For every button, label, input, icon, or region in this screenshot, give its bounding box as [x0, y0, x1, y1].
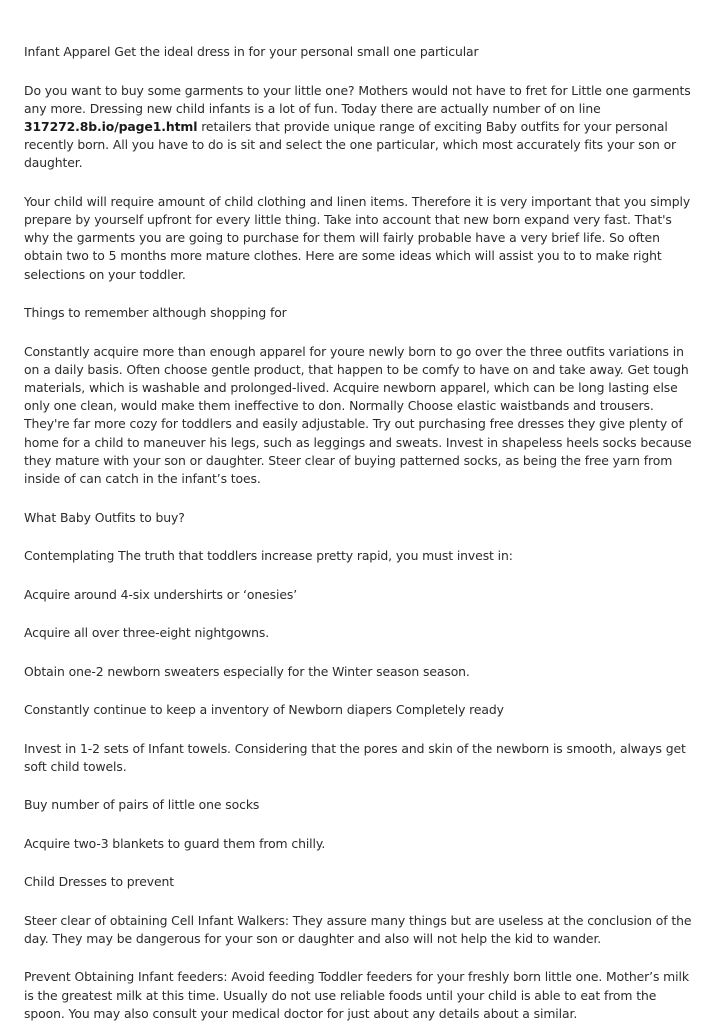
- intro-text-after-link: retailers that provide unique range of exciting Baby outfits for your personal recently born. All you have to do is sit and select the one particular, which most accurately fits your son or daughter.: [24, 118, 677, 171]
- list-item-sweaters: Obtain one-2 newborn sweaters especially for the Winter season season.: [24, 663, 470, 679]
- list-item-diapers: Constantly continue to keep a inventory of Newborn diapers Completely ready: [24, 702, 504, 718]
- list-item-socks: Buy number of pairs of little one socks: [24, 797, 260, 813]
- section-heading-shopping: Things to remember although shopping for: [24, 305, 287, 321]
- avoid-feeders-paragraph: Prevent Obtaining Infant feeders: Avoid feeding Toddler feeders for your freshly born little one. Mother’s milk is the greatest milk at this time. Usually do not use reliable foods until your child is able to eat from the spoon. You may also consult your medical doctor for just about any details about a similar.: [24, 969, 689, 1021]
- list-item-nightgowns: Acquire all over three-eight nightgowns.: [24, 625, 270, 641]
- list-item-towels: Invest in 1-2 sets of Infant towels. Considering that the pores and skin of the newborn is smooth, always get soft child towels.: [24, 740, 686, 774]
- list-item-blankets: Acquire two-3 blankets to guard them from chilly.: [24, 835, 326, 851]
- retailer-link[interactable]: 317272.8b.io/page1.html: [24, 118, 198, 134]
- shopping-tips-paragraph: Constantly acquire more than enough apparel for youre newly born to go over the three outfits variations in on a daily basis. Often choose gentle product, that happen to be comfy to have on and take away. Get tough materials, which is washable and prolonged-lived. Acquire newborn apparel, which can be long lasting else only one clean, would make them ineffective to don. Normally Choose elastic waistbands and trousers. They're far more cozy for toddlers and easily adjustable. Try out purchasing free dresses they give plenty of home for a child to maneuver his legs, such as leggings and sweats. Invest in shapeless heels socks because they mature with your son or daughter. Steer clear of buying patterned socks, as being the free yarn from inside of can catch in the infant’s toes.: [24, 343, 692, 487]
- list-item-undershirts: Acquire around 4-six undershirts or ‘onesies’: [24, 586, 298, 602]
- avoid-walkers-paragraph: Steer clear of obtaining Cell Infant Walkers: They assure many things but are useless at the conclusion of the day. They may be dangerous for your son or daughter and also will not help the kid to wander.: [24, 912, 692, 946]
- section-heading-avoid: Child Dresses to prevent: [24, 874, 175, 890]
- intro-text-before-link: Do you want to buy some garments to your little one? Mothers would not have to fret for Little one garments any more. Dressing new child infants is a lot of fun. Today there are actually number of on line: [24, 82, 691, 116]
- intro-title-paragraph: Infant Apparel Get the ideal dress in for your personal small one particular: [24, 44, 479, 59]
- clothing-needs-paragraph: Your child will require amount of child clothing and linen items. Therefore it is very important that you simply prepare by yourself upfront for every little thing. Take into account that new born expand very fast. That's why the garments you are going to purchase for them will fairly probable have a very brief life. So often obtain two to 5 months more mature clothes. Here are some ideas which will assist you to to make right selections on your toddler.: [24, 193, 691, 282]
- intro-paragraph: [24, 82, 696, 173]
- section-heading-what-to-buy: What Baby Outfits to buy?: [24, 509, 185, 525]
- buy-intro-paragraph: Contemplating The truth that toddlers increase pretty rapid, you must invest in:: [24, 548, 513, 564]
